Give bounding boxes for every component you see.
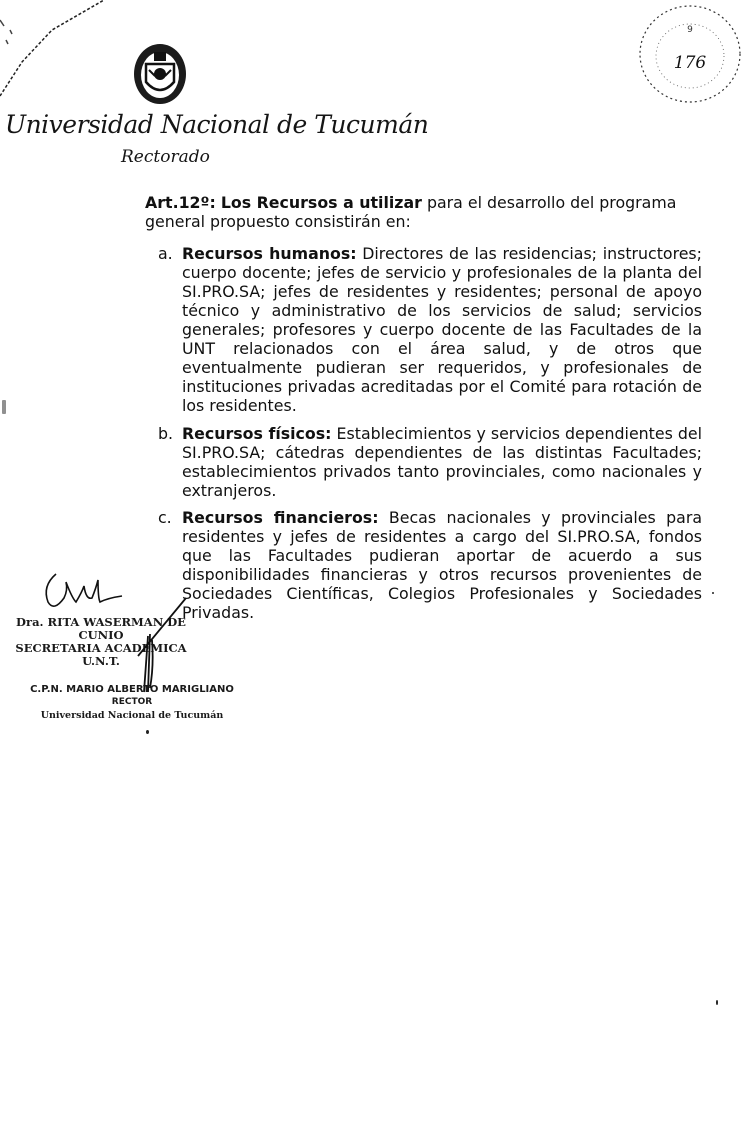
item-title: Recursos financieros: [182, 508, 379, 527]
folio-number: 176 [673, 53, 707, 73]
handwritten-signature-rector [108, 596, 188, 696]
scan-speck [2, 400, 6, 414]
article-intro: para el desarrollo del programa general propuesto consistirán en: [145, 193, 677, 231]
article-heading [145, 193, 705, 231]
university-name: Universidad Nacional de Tucumán [5, 110, 429, 139]
folio-stamp [632, 2, 742, 106]
item-letter: a. [158, 244, 173, 263]
signatory-title: RECTOR [111, 697, 153, 707]
item-text: Directores de las residencias; instructores; cuerpo docente; jefes de servicio y profesionales de la planta del SI.PRO.SA; jefes de residentes y residentes; personal de apoyo técnico y administrativo de los servicios de salud; servicios generales; profesores y cuerpo docente de las Facultades de la UNT relacionados con el área salud, y de otros que eventualmente pudieran ser requeridos, y profesionales de instituciones privadas acreditadas por el Comité para rotación de los residentes. [182, 244, 702, 415]
svg-text:9: 9 [687, 25, 693, 35]
item-letter: c. [158, 508, 172, 527]
item-text: Becas nacionales y provinciales para residentes y jefes de residentes a cargo del SI.PRO.SA, fondos que las Facultades pudieran aportar de acuerdo a sus disponibilidades financieras y otros recursos provenientes de Sociedades Científicas, Colegios Profesionales y Sociedades Privadas. [182, 508, 702, 622]
office-name: Rectorado [121, 147, 210, 167]
scan-speck [712, 592, 714, 594]
article-subject: Los Recursos a utilizar [220, 193, 422, 212]
scan-artifact [0, 0, 110, 110]
signatory-name: Dra. RITA WASERMAN DE CUNIO [16, 615, 186, 642]
signatory-rector [28, 683, 236, 722]
signatory-org: U.N.T. [82, 654, 120, 668]
item-letter: b. [158, 424, 174, 443]
article-number: Art.12º: [145, 193, 216, 212]
item-text: Establecimientos y servicios dependientes del SI.PRO.SA; cátedras dependientes de las distintas Facultades; establecimientos privados tanto provinciales, como nacionales y extranjeros. [182, 424, 702, 500]
scan-speck [716, 1000, 718, 1005]
scan-speck [146, 730, 149, 734]
signatory-org: Universidad Nacional de Tucumán [40, 710, 224, 721]
item-title: Recursos físicos: [182, 424, 332, 443]
signatory-title: SECRETARIA ACADEMICA [15, 641, 187, 655]
item-title: Recursos humanos: [182, 244, 357, 263]
signatory-name: C.P.N. MARIO ALBERTO MARIGLIANO [30, 684, 234, 695]
university-crest-icon [132, 42, 188, 106]
